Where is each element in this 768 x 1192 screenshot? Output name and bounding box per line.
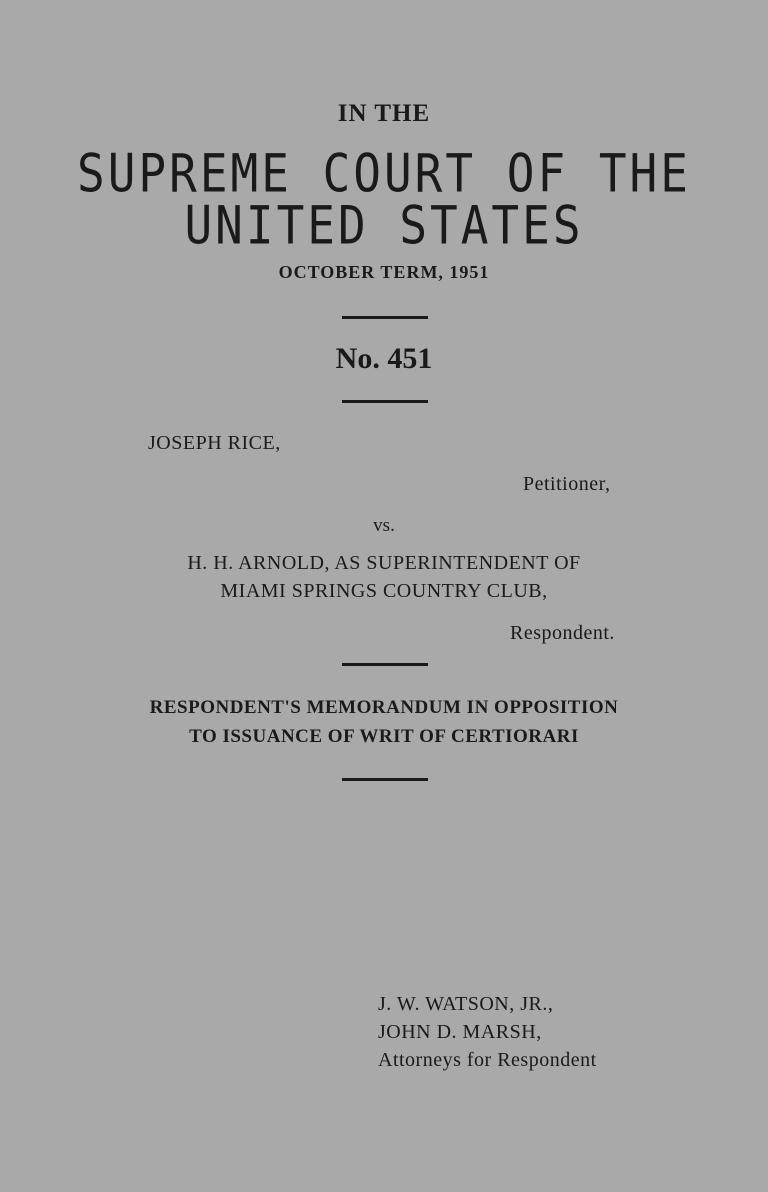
petitioner-name: JOSEPH RICE,: [148, 432, 281, 454]
attorneys-block: [378, 990, 597, 1074]
divider-rule: [342, 663, 428, 666]
document-title-line2: TO ISSUANCE OF WRIT OF CERTIORARI: [189, 726, 579, 747]
attorney-name: J. W. WATSON, JR.,: [378, 993, 554, 1015]
petitioner-role: Petitioner,: [523, 473, 611, 495]
divider-rule: [342, 400, 428, 403]
document-title-line1: RESPONDENT'S MEMORANDUM IN OPPOSITION: [149, 697, 619, 718]
versus-label: vs.: [373, 515, 395, 536]
respondent-name-line2: MIAMI SPRINGS COUNTRY CLUB,: [220, 580, 548, 602]
attorney-name: JOHN D. MARSH,: [378, 1021, 542, 1043]
court-name-line2: UNITED STATES: [184, 193, 584, 257]
court-name-line1: SUPREME COURT OF THE: [77, 141, 691, 205]
court-term: OCTOBER TERM, 1951: [278, 262, 490, 282]
docket-number: No. 451: [335, 342, 433, 375]
divider-rule: [342, 316, 428, 319]
court-preamble: IN THE: [337, 100, 431, 127]
attorneys-role: Attorneys for Respondent: [378, 1049, 597, 1071]
respondent-role: Respondent.: [510, 622, 615, 644]
divider-rule: [342, 778, 428, 781]
respondent-name-line1: H. H. ARNOLD, AS SUPERINTENDENT OF: [187, 552, 581, 574]
